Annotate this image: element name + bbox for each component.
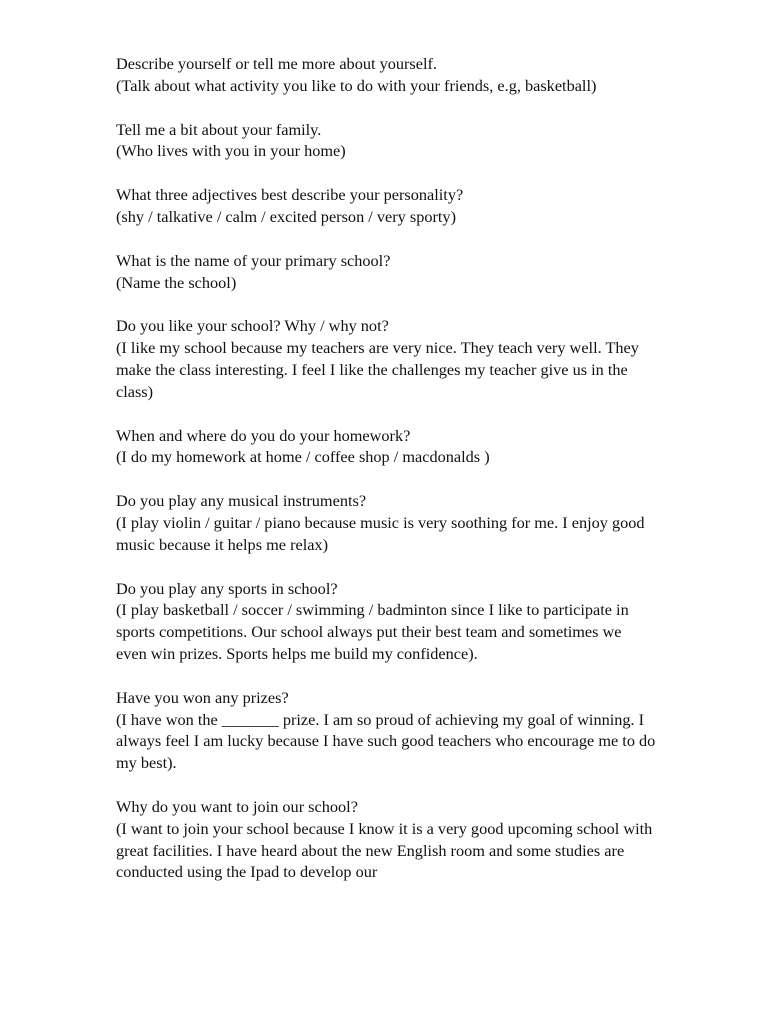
question-text: Do you like your school? Why / why not? <box>116 316 389 336</box>
answer-text: (I play violin / guitar / piano because music is very soothing for me. I enjoy good music because it helps me relax) <box>116 512 645 554</box>
qa-item <box>116 796 656 883</box>
answer-text: (I want to join your school because I know it is a very good upcoming school with great facilities. I have heard about the new English room and some studies are conducted using the Ipad to develop our <box>116 818 653 882</box>
qa-item <box>116 687 656 774</box>
answer-text: (Name the school) <box>116 272 237 292</box>
question-text: Do you play any sports in school? <box>116 578 338 598</box>
question-text: Have you won any prizes? <box>116 687 289 707</box>
qa-item <box>116 490 656 555</box>
answer-text: (I play basketball / soccer / swimming / badminton since I like to participate in sports competitions. Our school always put their best team and sometimes we even win prizes. Sports helps me build my confidence). <box>116 600 629 663</box>
question-text: Do you play any musical instruments? <box>116 491 367 511</box>
qa-item <box>116 425 656 469</box>
question-text: Tell me a bit about your family. <box>116 119 322 139</box>
answer-text: (I like my school because my teachers are very nice. They teach very well. They make the class interesting. I feel I like the challenges my teacher give us in the class) <box>116 338 639 401</box>
qa-item <box>116 53 656 97</box>
question-text: Why do you want to join our school? <box>116 796 358 816</box>
qa-item <box>116 315 656 402</box>
question-text: What three adjectives best describe your personality? <box>116 185 464 205</box>
question-text: When and where do you do your homework? <box>116 425 411 445</box>
qa-item <box>116 119 656 163</box>
qa-item <box>116 250 656 294</box>
question-text: Describe yourself or tell me more about yourself. <box>116 54 437 73</box>
document-body <box>116 53 656 905</box>
answer-text: (I do my homework at home / coffee shop / macdonalds ) <box>116 447 490 467</box>
answer-text: (I have won the _______ prize. I am so proud of achieving my goal of winning. I always feel I am lucky because I have such good teachers who encourage me to do my best). <box>116 709 656 773</box>
answer-text: (shy / talkative / calm / excited person / very sporty) <box>116 206 456 226</box>
answer-text: (Talk about what activity you like to do with your friends, e.g, basketball) <box>116 75 597 95</box>
qa-item <box>116 578 656 665</box>
answer-text: (Who lives with you in your home) <box>116 141 346 161</box>
question-text: What is the name of your primary school? <box>116 250 391 270</box>
qa-item <box>116 184 656 228</box>
